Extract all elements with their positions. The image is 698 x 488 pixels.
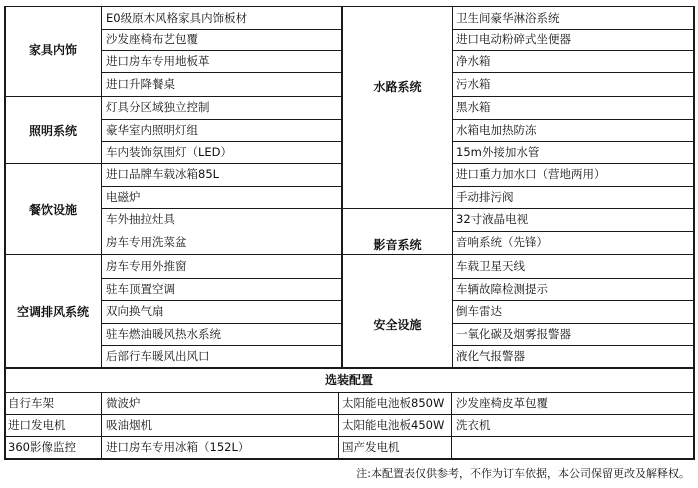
row-divider xyxy=(452,72,694,73)
list-item: 净水箱 xyxy=(456,54,491,68)
col-divider xyxy=(338,392,339,458)
group-label-furniture: 家具内饰 xyxy=(28,43,77,57)
list-item: E0级原木风格家具内饰板材 xyxy=(106,11,248,25)
row-divider xyxy=(101,72,341,73)
row-divider xyxy=(4,6,694,7)
list-item: 进口重力加水口（营地两用） xyxy=(456,167,606,181)
col-divider xyxy=(4,6,6,460)
col-divider xyxy=(452,6,453,367)
table-cell: 国产发电机 xyxy=(342,440,400,454)
group-divider xyxy=(341,254,694,255)
table-cell: 自行车架 xyxy=(8,396,54,410)
group-label-safety: 安全设施 xyxy=(373,318,422,332)
table-cell: 进口房车专用冰箱（152L） xyxy=(106,440,250,454)
group-label-av: 影音系统 xyxy=(373,238,422,252)
list-item: 房车专用外推窗 xyxy=(106,259,187,273)
list-item: 32寸液晶电视 xyxy=(456,212,529,226)
col-divider xyxy=(693,6,695,460)
list-item: 驻车顶置空调 xyxy=(106,282,175,296)
list-item: 倒车雷达 xyxy=(456,304,502,318)
list-item: 双向换气扇 xyxy=(106,304,164,318)
table-cell: 360影像监控 xyxy=(8,440,76,454)
table-cell: 进口发电机 xyxy=(8,418,66,432)
list-item: 车辆故障检测提示 xyxy=(456,282,548,296)
list-item: 豪华室内照明灯组 xyxy=(106,123,198,137)
list-item: 15m外接加水管 xyxy=(456,145,540,159)
list-item: 沙发座椅布艺包覆 xyxy=(106,32,198,46)
list-item: 音响系统（先锋） xyxy=(456,235,548,249)
table-cell: 微波炉 xyxy=(106,396,141,410)
col-divider xyxy=(341,6,343,367)
disclaimer-note: 注:本配置表仅供参考，不作为订车依据，本公司保留更改及解释权。 xyxy=(356,467,690,480)
list-item: 手动排污阀 xyxy=(456,190,514,204)
list-item: 一氧化碳及烟雾报警器 xyxy=(456,327,571,341)
table-cell: 沙发座椅皮革包覆 xyxy=(456,396,548,410)
list-item: 后部行车暖风出风口 xyxy=(106,349,210,363)
list-item: 进口电动粉碎式坐便器 xyxy=(456,32,571,46)
list-item: 污水箱 xyxy=(456,77,491,91)
list-item: 车内装饰氛围灯（LED） xyxy=(106,145,233,159)
table-cell: 太阳能电池板450W xyxy=(342,418,445,432)
list-item: 车外抽拉灶具 xyxy=(106,212,175,226)
list-item: 水箱电加热防冻 xyxy=(456,123,537,137)
col-divider xyxy=(101,392,102,458)
table-cell: 吸油烟机 xyxy=(106,418,152,432)
list-item: 房车专用洗菜盆 xyxy=(106,235,187,249)
section-divider xyxy=(4,367,694,369)
group-label-water: 水路系统 xyxy=(373,80,422,94)
table-bottom xyxy=(4,458,694,460)
list-item: 进口房车专用地板革 xyxy=(106,54,210,68)
table-cell: 太阳能电池板850W xyxy=(342,396,445,410)
list-item: 车载卫星天线 xyxy=(456,259,525,273)
list-item: 进口品牌车载冰箱85L xyxy=(106,167,220,181)
list-item: 进口升降餐桌 xyxy=(106,77,175,91)
table-cell: 洗衣机 xyxy=(456,418,491,432)
list-item: 黑水箱 xyxy=(456,100,491,114)
group-label-lighting: 照明系统 xyxy=(28,124,77,138)
group-label-hvac: 空调排风系统 xyxy=(16,305,89,319)
optional-section-title: 选装配置 xyxy=(324,373,373,387)
col-divider xyxy=(451,392,452,458)
group-divider xyxy=(4,254,341,255)
list-item: 液化气报警器 xyxy=(456,349,525,363)
list-item: 电磁炉 xyxy=(106,190,141,204)
group-label-dining: 餐饮设施 xyxy=(28,203,77,217)
list-item: 卫生间豪华淋浴系统 xyxy=(456,11,560,25)
list-item: 驻车燃油暖风热水系统 xyxy=(106,327,221,341)
col-divider xyxy=(101,6,102,367)
list-item: 灯具分区域独立控制 xyxy=(106,100,210,114)
